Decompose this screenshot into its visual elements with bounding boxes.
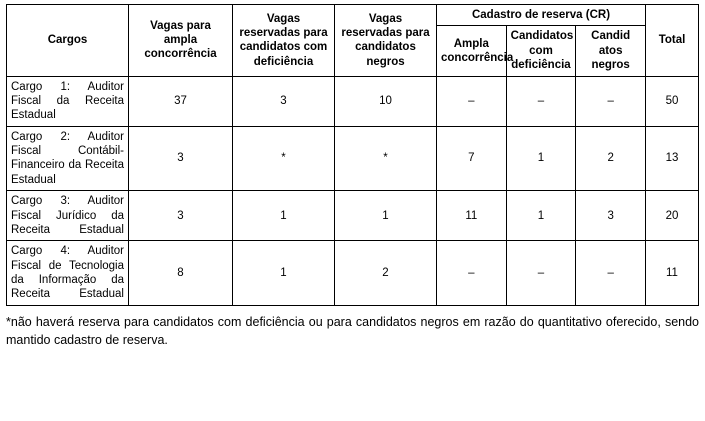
cell-ampla: 8 [129, 241, 233, 306]
header-cr-ampla: Ampla concorrência [437, 26, 507, 76]
cell-cargo: Cargo 1: Auditor Fiscal da Receita Estadual [7, 76, 129, 126]
header-cargos: Cargos [7, 5, 129, 77]
cell-total: 11 [646, 241, 699, 306]
cell-negros: 2 [335, 241, 437, 306]
cell-cr-negros: 3 [576, 191, 646, 241]
cell-total: 20 [646, 191, 699, 241]
cell-ampla: 3 [129, 191, 233, 241]
cell-total: 50 [646, 76, 699, 126]
cell-cr-negros: – [576, 241, 646, 306]
table-row [7, 126, 699, 191]
table-body [7, 76, 699, 305]
header-cadastro-reserva: Cadastro de reserva (CR) [437, 5, 646, 26]
cell-cr-ampla: – [437, 76, 507, 126]
table-header [7, 5, 699, 77]
cell-cargo: Cargo 2: Auditor Fiscal Contábil-Financeiro da Receita Estadual [7, 126, 129, 191]
cell-cr-pcd: 1 [506, 191, 576, 241]
cell-cr-negros: 2 [576, 126, 646, 191]
cell-total: 13 [646, 126, 699, 191]
table-row [7, 241, 699, 306]
cell-pcd: 1 [233, 241, 335, 306]
cell-cr-negros: – [576, 76, 646, 126]
header-reservadas-pcd: Vagas reservadas para candidatos com deficiência [233, 5, 335, 77]
header-row-top [7, 5, 699, 26]
cell-cargo: Cargo 4: Auditor Fiscal de Tecnologia da Informação da Receita Estadual [7, 241, 129, 306]
cell-cr-ampla: 11 [437, 191, 507, 241]
cell-cr-pcd: 1 [506, 126, 576, 191]
table-row [7, 191, 699, 241]
table-row [7, 76, 699, 126]
header-cr-negros: Candid atos negros [576, 26, 646, 76]
cell-ampla: 37 [129, 76, 233, 126]
header-total: Total [646, 5, 699, 77]
header-cr-pcd: Candidatos com deficiência [506, 26, 576, 76]
header-reservadas-negros: Vagas reservadas para candidatos negros [335, 5, 437, 77]
cell-cr-pcd: – [506, 76, 576, 126]
cell-negros: 10 [335, 76, 437, 126]
vacancies-table [6, 4, 699, 306]
table-footnote: *não haverá reserva para candidatos com deficiência ou para candidatos negros em razão do quantitativo oferecido, sendo mantido cadastro de reserva. [6, 314, 699, 347]
cell-negros: * [335, 126, 437, 191]
cell-ampla: 3 [129, 126, 233, 191]
cell-pcd: 3 [233, 76, 335, 126]
header-ampla-concorrencia: Vagas para ampla concorrência [129, 5, 233, 77]
cell-cr-ampla: 7 [437, 126, 507, 191]
cell-negros: 1 [335, 191, 437, 241]
cell-cargo: Cargo 3: Auditor Fiscal Jurídico da Receita Estadual [7, 191, 129, 241]
cell-cr-ampla: – [437, 241, 507, 306]
cell-cr-pcd: – [506, 241, 576, 306]
cell-pcd: * [233, 126, 335, 191]
cell-pcd: 1 [233, 191, 335, 241]
